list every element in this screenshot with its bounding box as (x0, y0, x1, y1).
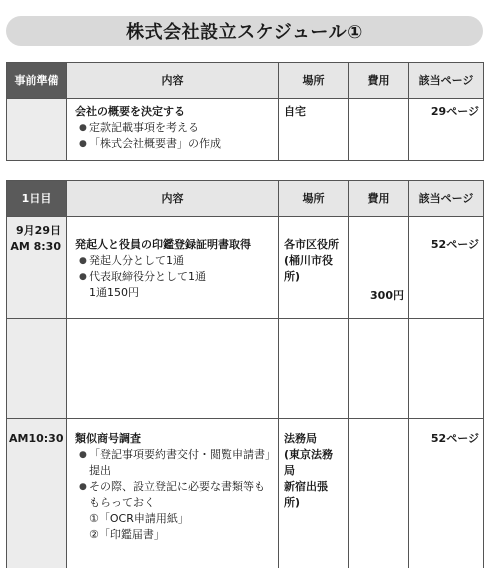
prep-header-row (7, 63, 484, 99)
task-bullet: ● 代表取締役分として1通 (79, 270, 206, 283)
day1-table (6, 180, 484, 568)
table-row (7, 419, 484, 568)
date-cell (7, 217, 67, 319)
task-title: 発起人と役員の印鑑登録証明書取得 (75, 238, 251, 251)
header-content: 内容 (67, 181, 279, 217)
content-cell (67, 319, 279, 419)
place-line: 各市区役所 (284, 238, 339, 251)
header-page: 該当ページ (409, 63, 484, 99)
content-cell (67, 99, 279, 161)
fee-cell (349, 99, 409, 161)
place-line: 法務局 (284, 432, 317, 445)
date-line: 9月29日 (16, 224, 61, 237)
date-cell (7, 99, 67, 161)
header-place: 場所 (279, 63, 349, 99)
table-row-empty (7, 319, 484, 419)
header-page: 該当ページ (409, 181, 484, 217)
prep-table (6, 62, 484, 161)
place-line: 新宿出張所) (284, 480, 328, 509)
task-bullet-cont: もらっておく (89, 496, 155, 509)
place-cell (279, 419, 349, 568)
task-subnote: 1通150円 (89, 286, 139, 299)
task-title: 類似商号調査 (75, 432, 141, 445)
header-fee: 費用 (349, 63, 409, 99)
fee-cell (349, 319, 409, 419)
fee-cell: 300円 (349, 217, 409, 319)
task-bullet: ● 発起人分として1通 (79, 254, 184, 267)
page-ref-cell: 52ページ (409, 217, 484, 319)
task-bullet: ● 「株式会社概要書」の作成 (79, 137, 221, 150)
place-cell (279, 319, 349, 419)
fee-cell (349, 419, 409, 568)
table-row (7, 99, 484, 161)
task-subitem: ①「OCR申請用紙」 (89, 512, 189, 525)
day1-label: 1日目 (7, 181, 67, 217)
day1-header-row (7, 181, 484, 217)
task-bullet-cont: 提出 (89, 464, 111, 477)
task-bullet: ● その際、設立登記に必要な書類等も (79, 480, 265, 493)
time-line: AM10:30 (9, 432, 64, 445)
place-cell (279, 217, 349, 319)
prep-label: 事前準備 (7, 63, 67, 99)
page-ref-cell (409, 319, 484, 419)
header-content: 内容 (67, 63, 279, 99)
page-ref-cell: 52ページ (409, 419, 484, 568)
place-line: (桶川市役所) (284, 254, 334, 283)
task-bullet: ● 定款記載事項を考える (79, 121, 199, 134)
page-ref-cell: 29ページ (409, 99, 484, 161)
header-fee: 費用 (349, 181, 409, 217)
task-bullet: ● 「登記事項要約書交付・閲覧申請書」 (79, 448, 276, 461)
date-cell (7, 319, 67, 419)
header-place: 場所 (279, 181, 349, 217)
content-cell (67, 419, 279, 568)
place-cell: 自宅 (279, 99, 349, 161)
time-line: AM 8:30 (10, 240, 61, 253)
place-line: (東京法務局 (284, 448, 334, 477)
task-subitem: ②「印鑑届書」 (89, 528, 165, 541)
table-row (7, 217, 484, 319)
task-title: 会社の概要を決定する (75, 105, 185, 118)
content-cell (67, 217, 279, 319)
date-cell (7, 419, 67, 568)
page-title: 株式会社設立スケジュール① (6, 16, 483, 46)
